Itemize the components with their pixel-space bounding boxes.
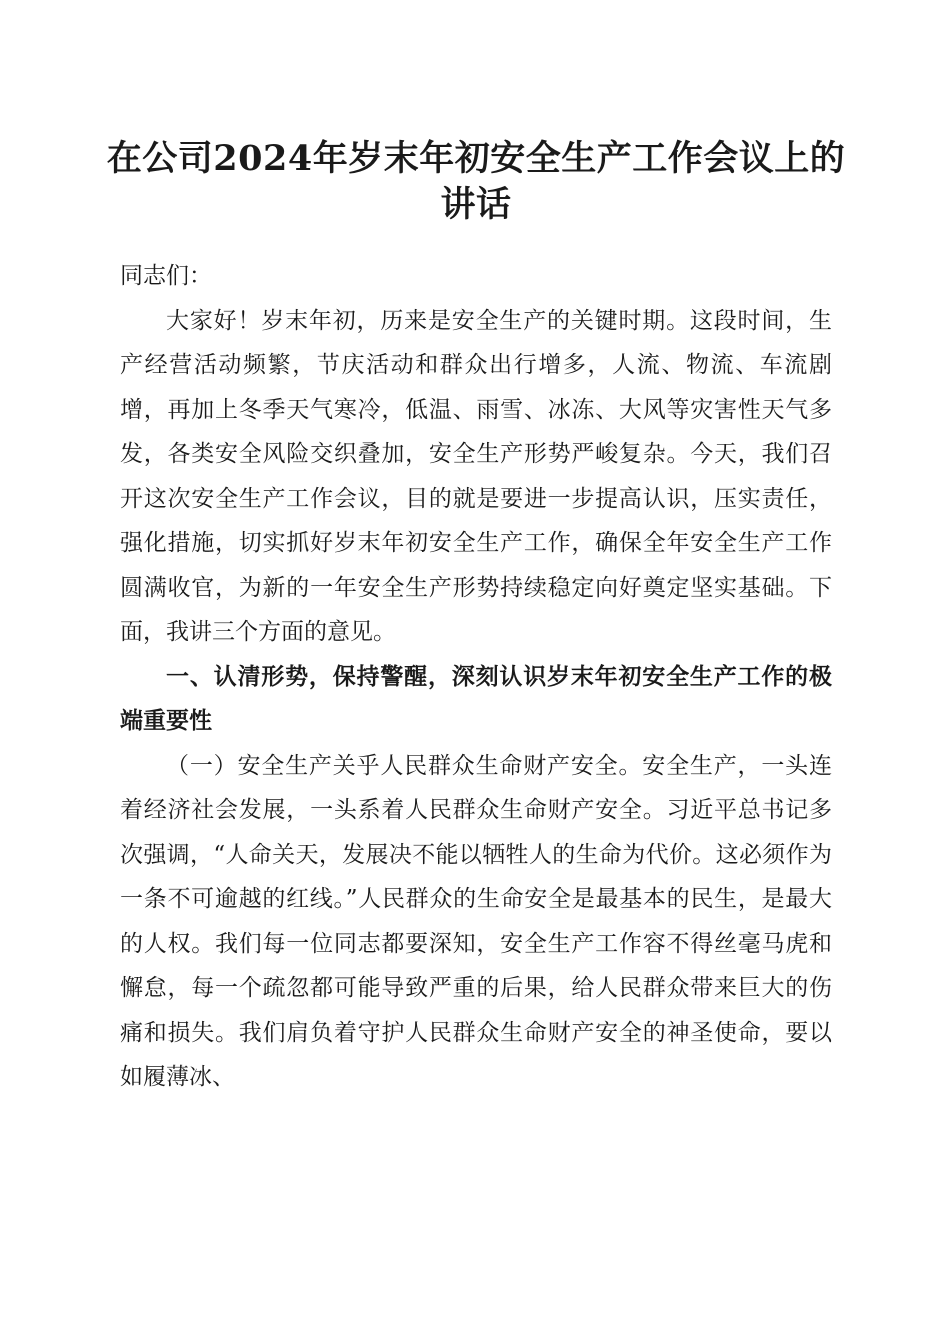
document-body (120, 254, 832, 1100)
document-title: 在公司2024年岁末年初安全生产工作会议上的讲话 (106, 138, 846, 225)
opening-paragraph: 大家好！岁末年初，历来是安全生产的关键时期。这段时间，生产经营活动频繁，节庆活动和群众出行增多，人流、物流、车流剧增，再加上冬季天气寒冷，低温、雨雪、冰冻、大风等灾害性天气多发，各类安全风险交织叠加，安全生产形势严峻复杂。今天，我们召开这次安全生产工作会议，目的就是要进一步提高认识，压实责任，强化措施，切实抓好岁末年初安全生产工作，确保全年安全生产工作圆满收官，为新的一年安全生产形势持续稳定向好奠定坚实基础。下面，我讲三个方面的意见。 (120, 307, 832, 645)
salutation: 同志们： (120, 263, 212, 289)
subsection-paragraph: （一）安全生产关乎人民群众生命财产安全。安全生产，一头连着经济社会发展，一头系着人民群众生命财产安全。习近平总书记多次强调，“人命关天，发展决不能以牺牲人的生命为代价。这必须作为一条不可逾越的红线。”人民群众的生命安全是最基本的民生，是最大的人权。我们每一位同志都要深知，安全生产工作容不得丝毫马虎和懈怠，每一个疏忽都可能导致严重的后果，给人民群众带来巨大的伤痛和损失。我们肩负着守护人民群众生命财产安全的神圣使命，要以如履薄冰、 (120, 752, 832, 1090)
document-page (106, 0, 846, 1344)
section-heading: 一、认清形势，保持警醒，深刻认识岁末年初安全生产工作的极端重要性 (120, 663, 832, 734)
